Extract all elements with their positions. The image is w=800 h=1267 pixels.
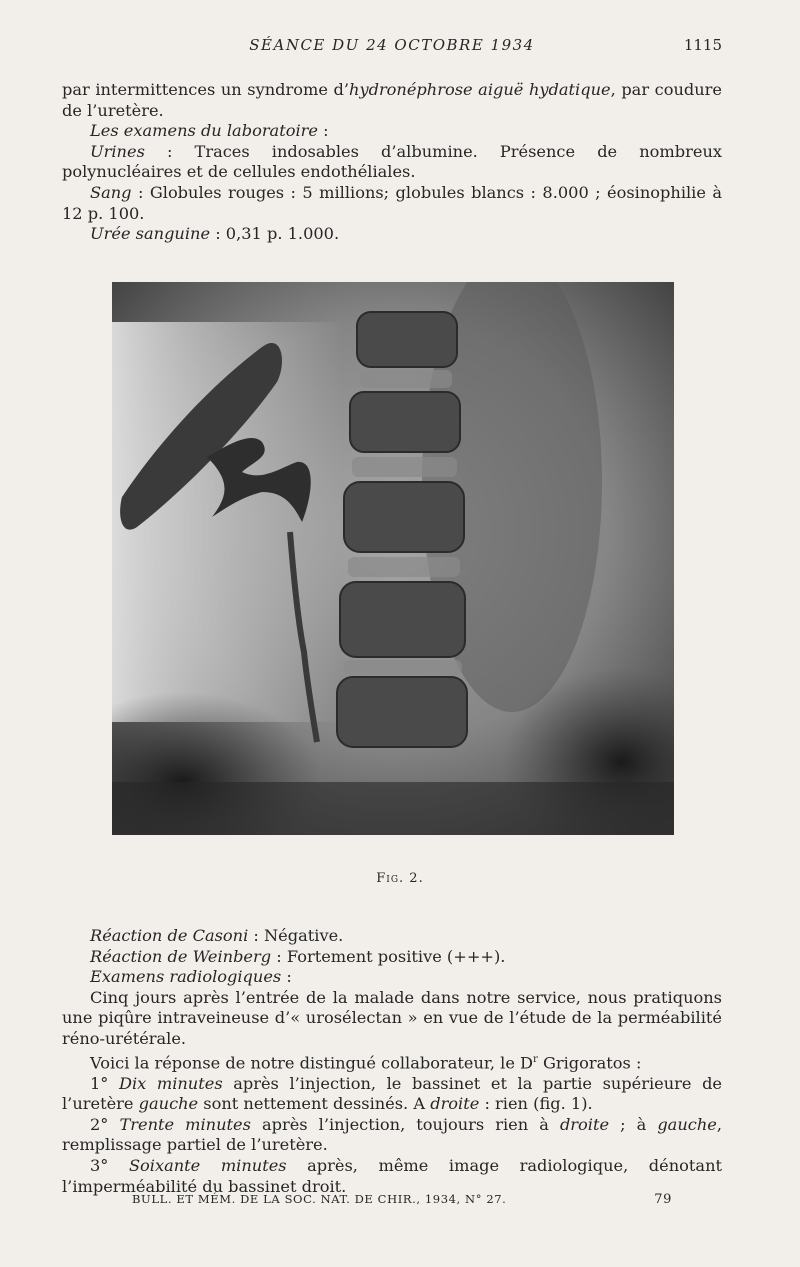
- figure-caption: Fig. 2.: [376, 871, 424, 886]
- running-header: [62, 36, 722, 58]
- paragraph-lab-heading: Les examens du laboratoire :: [90, 121, 329, 141]
- paragraph-cinq-jours: Cinq jours après l’entrée de la malade dans notre service, nous pratiquons une piqûre intraveineuse d’« urosélectan » en vue de l’étude de la perméabilité réno-urétérale.: [62, 987, 722, 1048]
- paragraph-weinberg: Réaction de Weinberg : Fortement positive (+++).: [90, 946, 506, 966]
- list-item-dix-minutes: 1° Dix minutes après l’injection, le bassinet et la partie supérieure de l’uretère gauche sont nettement dessinés. A droite : rien (fig. 1).: [62, 1073, 723, 1114]
- list-item-soixante-minutes: 3° Soixante minutes après, même image radiologique, dénotant l’imperméabilité du bassinet droit.: [62, 1155, 722, 1196]
- top-text-block: [62, 80, 722, 245]
- bottom-text-block: [62, 926, 722, 1197]
- paragraph-urines: Urines : Traces indosables d’albumine. Présence de nombreux polynucléaires et de cellules endothéliales.: [62, 141, 722, 182]
- paragraph-voici: Voici la réponse de notre distingué collaborateur, le $D^r$ Grigoratos :: [90, 1052, 642, 1072]
- journal-citation: BULL. ET MÉM. DE LA SOC. NAT. DE CHIR., 1934, N° 27.: [132, 1192, 507, 1206]
- xray-image: [112, 282, 674, 835]
- paragraph-radio-heading: Examens radiologiques :: [90, 967, 292, 987]
- signature-number: 79: [654, 1192, 672, 1207]
- paragraph-sang: Sang : Globules rouges : 5 millions; globules blancs : 8.000 ; éosinophilie à 12 p. 100.: [62, 182, 722, 223]
- paragraph-syndrome: par intermittences un syndrome d’hydronéphrose aiguë hydatique, par coudure de l’uretère.: [62, 80, 722, 120]
- page-footer: [132, 1192, 672, 1210]
- xray-figure: [112, 282, 674, 835]
- list-item-trente-minutes: 2° Trente minutes après l’injection, toujours rien à droite ; à gauche, remplissage partiel de l’uretère.: [62, 1114, 722, 1155]
- paragraph-uree: Urée sanguine : 0,31 p. 1.000.: [90, 224, 340, 244]
- paragraph-casoni: Réaction de Casoni : Négative.: [90, 926, 344, 945]
- page-number: 1115: [683, 36, 722, 54]
- running-title: SÉANCE DU 24 OCTOBRE 1934: [249, 36, 535, 54]
